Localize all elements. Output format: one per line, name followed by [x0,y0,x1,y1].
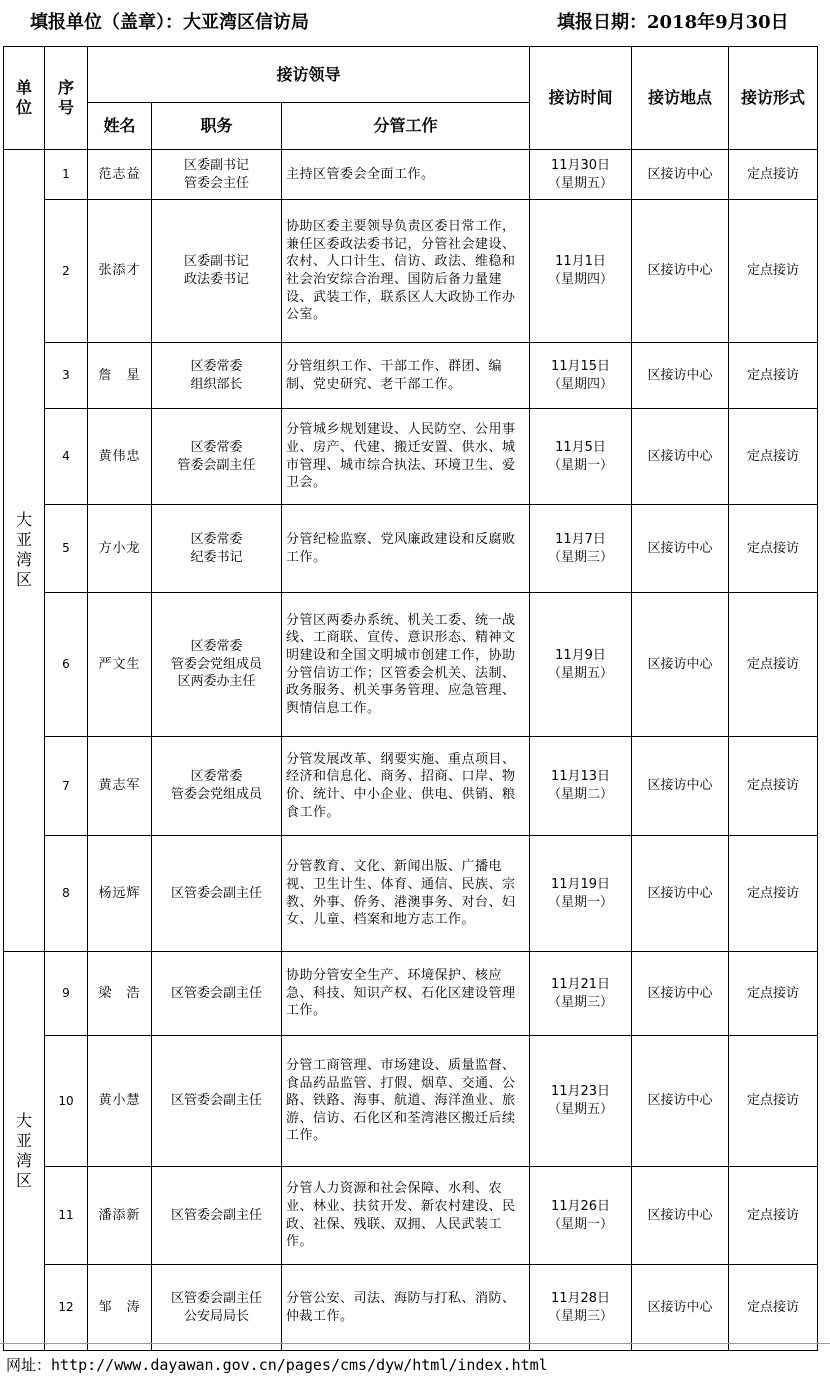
time-cell: 11月13日 （星期二） [530,737,632,836]
place-cell: 区接访中心 [632,409,729,505]
form-cell: 定点接访 [729,200,818,343]
form-cell: 定点接访 [729,505,818,593]
position-cell: 区管委会副主任 [152,1167,282,1265]
table-row [4,343,818,409]
form-cell: 定点接访 [729,593,818,737]
table-row [4,952,818,1036]
position-cell: 区委副书记 政法委书记 [152,200,282,343]
time-cell: 11月26日 （星期一） [530,1167,632,1265]
place-cell: 区接访中心 [632,150,729,200]
work-cell: 分管组织工作、干部工作、群团、编制、党史研究、老干部工作。 [282,343,530,409]
name-cell: 张添才 [88,200,152,343]
name-cell: 杨远辉 [88,836,152,952]
place-cell: 区接访中心 [632,737,729,836]
seq-cell: 3 [45,343,88,409]
time-cell: 11月19日 （星期一） [530,836,632,952]
work-cell: 分管区两委办系统、机关工委、统一战线、工商联、宣传、意识形态、精神文明建设和全国文明城市创建工作，协助分管信访工作；区管委会机关、法制、政务服务、机关事务管理、应急管理、舆情信息工作。 [282,593,530,737]
column-header-leader-group: 接访领导 [88,47,530,103]
seq-cell: 4 [45,409,88,505]
column-header-time: 接访时间 [530,47,632,150]
table-row [4,593,818,737]
position-cell: 区委常委 纪委书记 [152,505,282,593]
page-header [0,0,830,46]
work-cell: 协助分管安全生产、环境保护、核应急、科技、知识产权、石化区建设管理工作。 [282,952,530,1036]
name-cell: 潘添新 [88,1167,152,1265]
name-cell: 黄志军 [88,737,152,836]
table-row [4,1167,818,1265]
place-cell: 区接访中心 [632,593,729,737]
seq-cell: 1 [45,150,88,200]
form-cell: 定点接访 [729,952,818,1036]
position-cell: 区委常委 管委会党组成员 区两委办主任 [152,593,282,737]
name-cell: 黄伟忠 [88,409,152,505]
name-cell: 严文生 [88,593,152,737]
seq-cell: 9 [45,952,88,1036]
table-row [4,409,818,505]
seq-cell: 7 [45,737,88,836]
name-cell: 黄小慧 [88,1036,152,1167]
form-cell: 定点接访 [729,1167,818,1265]
place-cell: 区接访中心 [632,1167,729,1265]
form-cell: 定点接访 [729,150,818,200]
footer-divider [0,1343,830,1344]
time-cell: 11月30日 （星期五） [530,150,632,200]
place-cell: 区接访中心 [632,343,729,409]
work-cell: 分管公安、司法、海防与打私、消防、仲裁工作。 [282,1265,530,1351]
position-cell: 区委常委 管委会副主任 [152,409,282,505]
table-row [4,737,818,836]
form-cell: 定点接访 [729,836,818,952]
name-cell: 范志益 [88,150,152,200]
work-cell: 分管教育、文化、新闻出版、广播电视、卫生计生、体育、通信、民族、宗教、外事、侨务、港澳事务、对台、妇女、儿童、档案和地方志工作。 [282,836,530,952]
time-cell: 11月15日 （星期四） [530,343,632,409]
filing-unit-label: 填报单位（盖章）：大亚湾区信访局 [30,12,309,33]
position-cell: 区管委会副主任 [152,836,282,952]
footer-url: 网址：http://www.dayawan.gov.cn/pages/cms/dyw/html/index.html [6,1356,548,1374]
position-cell: 区委副书记 管委会主任 [152,150,282,200]
seq-cell: 5 [45,505,88,593]
position-cell: 区委常委 组织部长 [152,343,282,409]
work-cell: 分管人力资源和社会保障、水利、农业、林业、扶贫开发、新农村建设、民政、社保、残联、双拥、人民武装工作。 [282,1167,530,1265]
work-cell: 协助区委主要领导负责区委日常工作，兼任区委政法委书记，分管社会建设、农村、人口计生、信访、政法、维稳和社会治安综合治理、国防后备力量建设、武装工作，联系区人大政协工作办公室。 [282,200,530,343]
place-cell: 区接访中心 [632,200,729,343]
place-cell: 区接访中心 [632,836,729,952]
place-cell: 区接访中心 [632,1036,729,1167]
column-header-position: 职务 [152,103,282,150]
work-cell: 分管纪检监察、党风廉政建设和反腐败工作。 [282,505,530,593]
position-cell: 区管委会副主任 [152,1036,282,1167]
name-cell: 詹 星 [88,343,152,409]
work-cell: 分管城乡规划建设、人民防空、公用事业、房产、代建、搬迁安置、供水、城市管理、城市综合执法、环境卫生、爱卫会。 [282,409,530,505]
place-cell: 区接访中心 [632,1265,729,1351]
table-row [4,1265,818,1351]
form-cell: 定点接访 [729,1036,818,1167]
seq-cell: 6 [45,593,88,737]
unit-cell: 大亚湾区 [4,150,45,952]
seq-cell: 8 [45,836,88,952]
work-cell: 分管工商管理、市场建设、质量监督、食品药品监管、打假、烟草、交通、公路、铁路、海事、航道、海洋渔业、旅游、信访、石化区和荃湾港区搬迁后续工作。 [282,1036,530,1167]
table-row [4,150,818,200]
form-cell: 定点接访 [729,737,818,836]
seq-cell: 11 [45,1167,88,1265]
time-cell: 11月28日 （星期三） [530,1265,632,1351]
position-cell: 区管委会副主任 [152,952,282,1036]
form-cell: 定点接访 [729,409,818,505]
place-cell: 区接访中心 [632,505,729,593]
column-header-seq: 序号 [45,47,88,150]
form-cell: 定点接访 [729,1265,818,1351]
seq-cell: 10 [45,1036,88,1167]
time-cell: 11月7日 （星期三） [530,505,632,593]
reception-schedule-table [3,46,818,1351]
column-header-place: 接访地点 [632,47,729,150]
unit-cell: 大亚湾区 [4,952,45,1351]
table-row [4,200,818,343]
time-cell: 11月21日 （星期三） [530,952,632,1036]
seq-cell: 12 [45,1265,88,1351]
column-header-unit: 单位 [4,47,45,150]
form-cell: 定点接访 [729,343,818,409]
column-header-name: 姓名 [88,103,152,150]
time-cell: 11月5日 （星期一） [530,409,632,505]
filing-date-label: 填报日期：2018年9月30日 [557,12,789,33]
table-row [4,1036,818,1167]
name-cell: 梁 浩 [88,952,152,1036]
time-cell: 11月23日 （星期五） [530,1036,632,1167]
column-header-form: 接访形式 [729,47,818,150]
table-row [4,836,818,952]
work-cell: 分管发展改革、纲要实施、重点项目、经济和信息化、商务、招商、口岸、物价、统计、中小企业、供电、供销、粮食工作。 [282,737,530,836]
position-cell: 区委常委 管委会党组成员 [152,737,282,836]
name-cell: 方小龙 [88,505,152,593]
table-row [4,505,818,593]
time-cell: 11月1日 （星期四） [530,200,632,343]
time-cell: 11月9日 （星期五） [530,593,632,737]
column-header-work: 分管工作 [282,103,530,150]
position-cell: 区管委会副主任 公安局局长 [152,1265,282,1351]
place-cell: 区接访中心 [632,952,729,1036]
seq-cell: 2 [45,200,88,343]
work-cell: 主持区管委会全面工作。 [282,150,530,200]
name-cell: 邹 涛 [88,1265,152,1351]
